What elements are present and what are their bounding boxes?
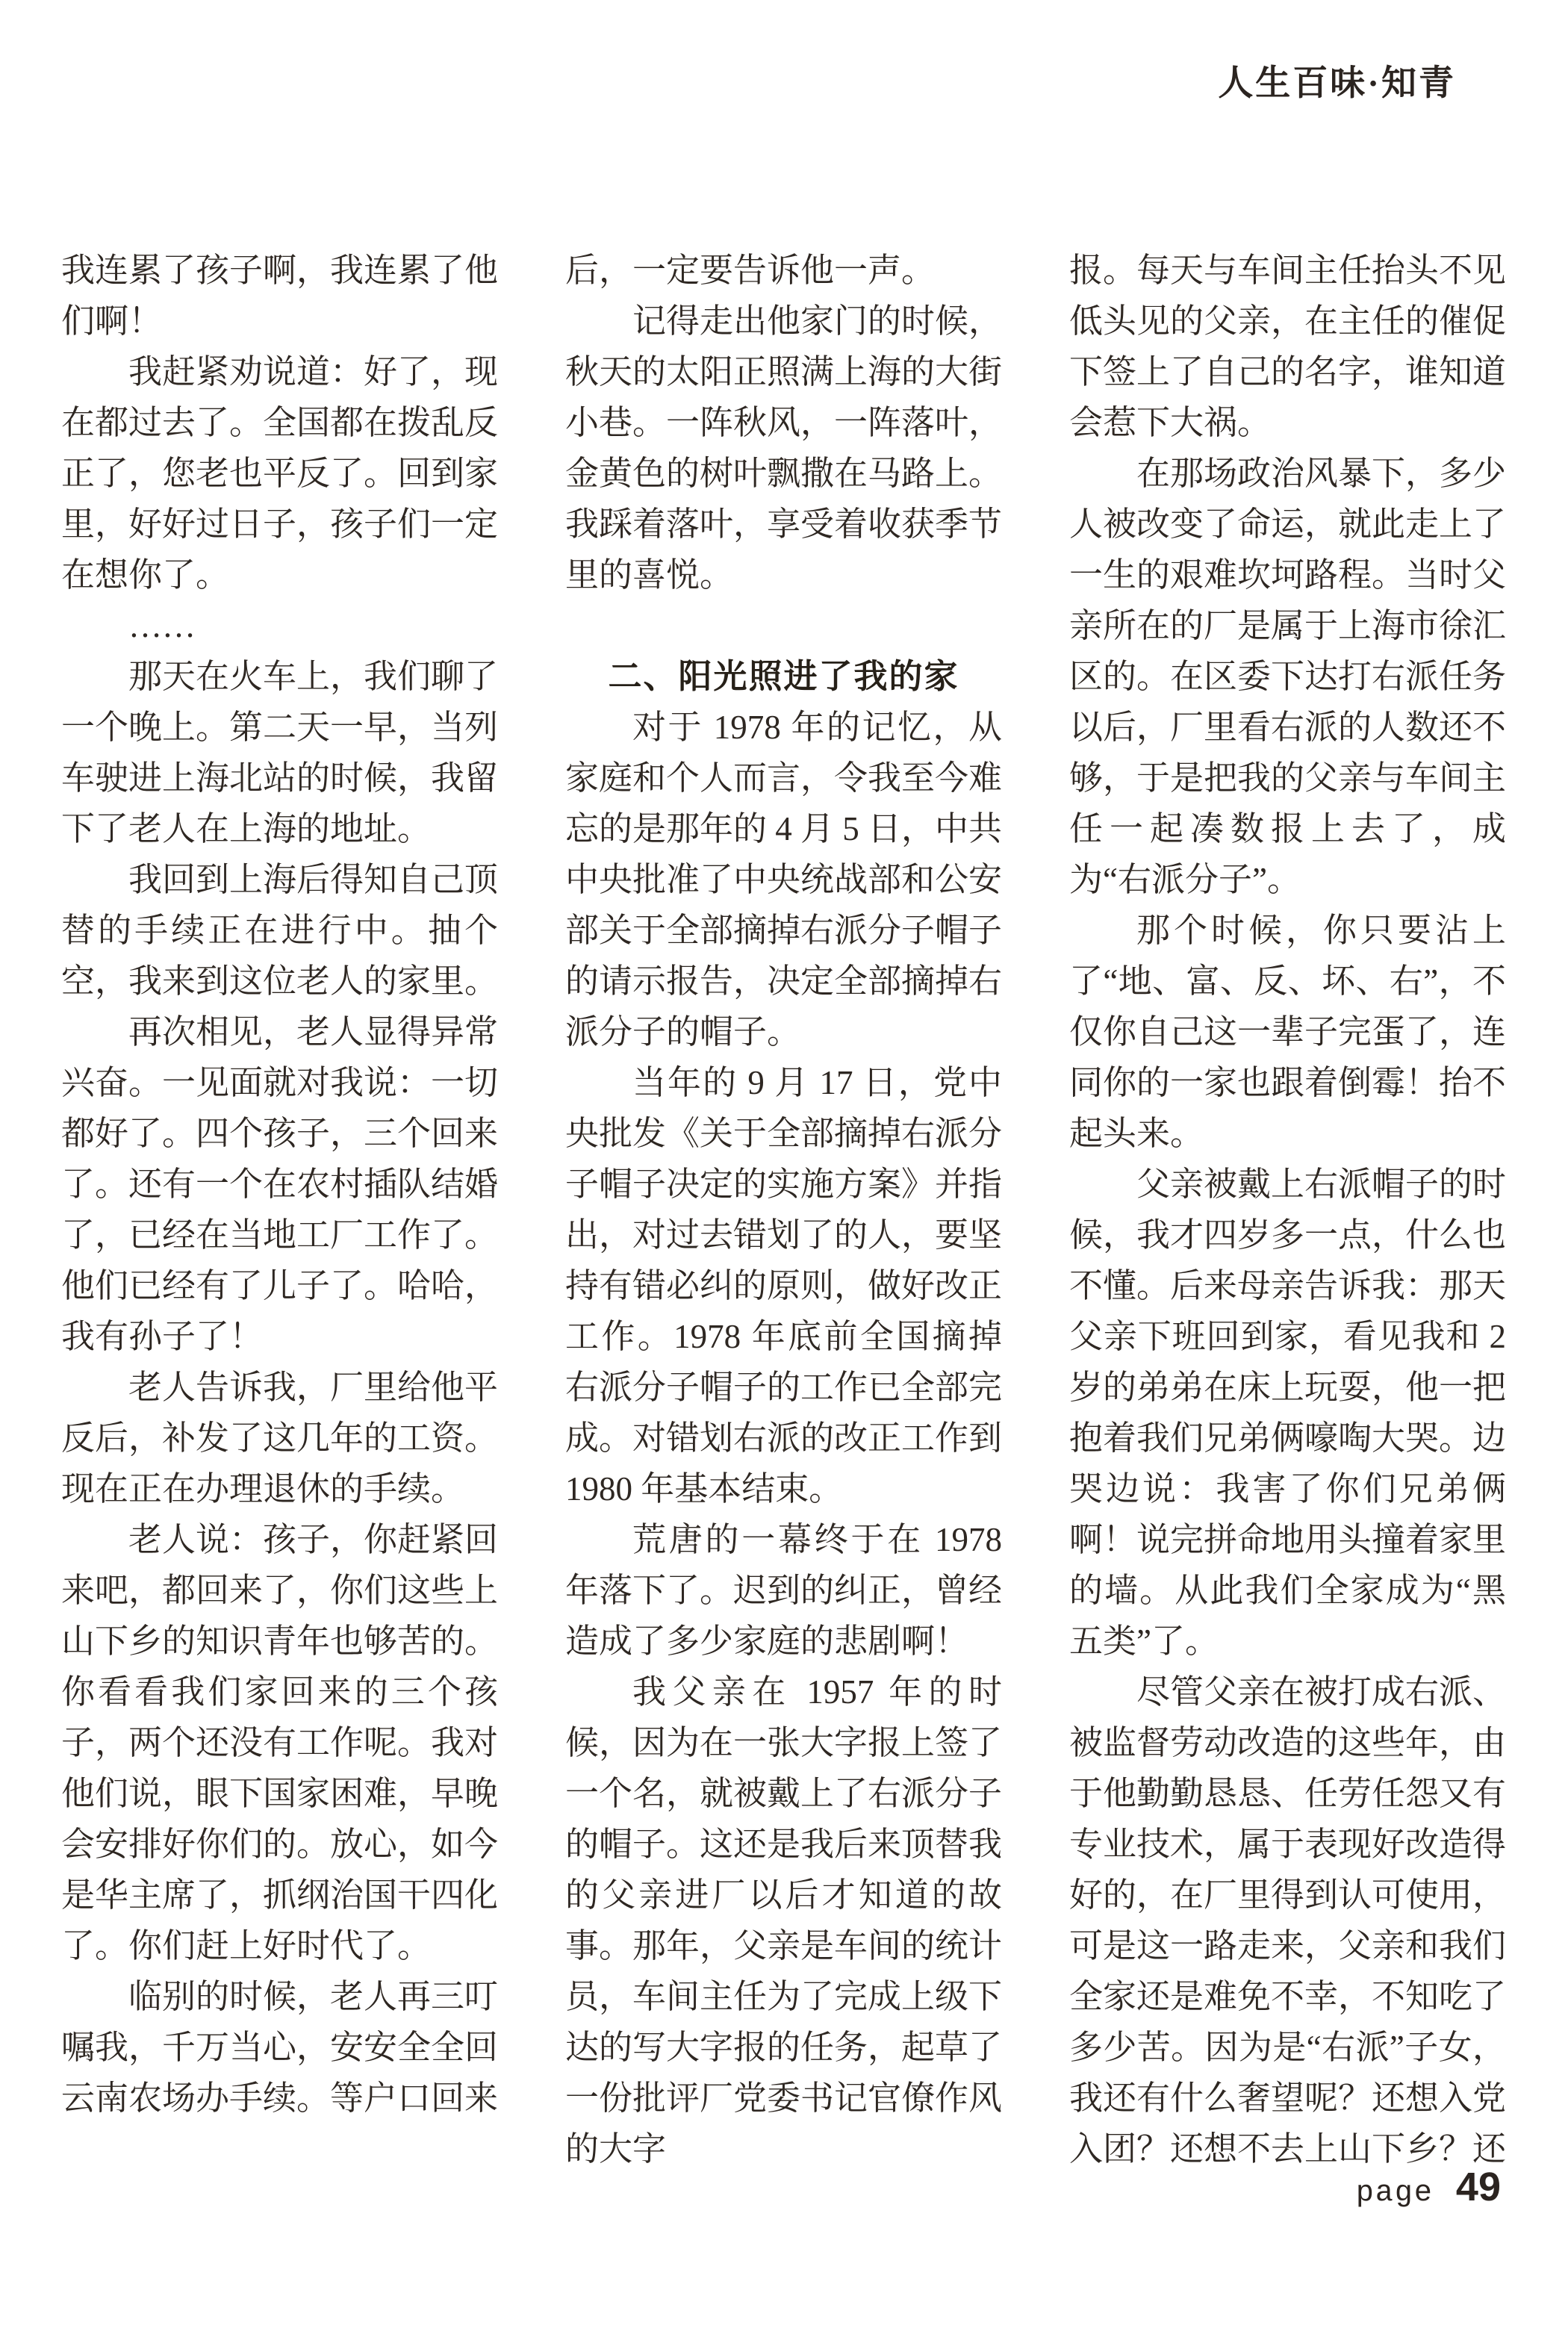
paragraph: 老人说：孩子，你赶紧回来吧，都回来了，你们这些上山下乡的知识青年也够苦的。你看看我们家回来的三个孩子，两个还没有工作呢。我对他们说，眼下国家困难，早晚会安排好你们的。放心，如今是华主席了，抓纲治国干四化了。你们赶上好时代了。: [61, 1521, 499, 1964]
paragraph: 荒唐的一幕终于在 1978 年落下了。迟到的纠正，曾经造成了多少家庭的悲剧啊！: [565, 1521, 1003, 1660]
paragraph: 那天在火车上，我们聊了一个晚上。第二天一早，当列车驶进上海北站的时候，我留下了老人在上海的地址。: [61, 658, 499, 847]
paragraph: 后，一定要告诉他一声。: [565, 252, 936, 289]
footer-page-label: page: [1355, 2177, 1434, 2210]
article-column-1: [61, 245, 498, 2124]
paragraph: 父亲被戴上右派帽子的时候，我才四岁多一点，什么也不懂。后来母亲告诉我：那天父亲下班回到家，看见我和 2 岁的弟弟在床上玩耍，他一把抱着我们兄弟俩嚎啕大哭。边哭边说：我害了你们兄弟俩啊！说完拼命地用头撞着家里的墙。从此我们全家成为“黑五类”了。: [1069, 1166, 1507, 1660]
paragraph: 再次相见，老人显得异常兴奋。一见面就对我说：一切都好了。四个孩子，三个回来了。还有一个在农村插队结婚了，已经在当地工厂工作了。他们已经有了儿子了。哈哈，我有孙子了！: [61, 1013, 499, 1355]
paragraph: 我回到上海后得知自己顶替的手续正在进行中。抽个空，我来到这位老人的家里。: [61, 861, 499, 1000]
article-column-2: [565, 245, 1002, 2174]
page-footer: [1356, 2164, 1501, 2210]
paragraph: 尽管父亲在被打成右派、被监督劳动改造的这些年，由于他勤勤恳恳、任劳任怨又有专业技术，属于表现好改造得好的，在厂里得到认可使用，可是这一路走来，父亲和我们全家还是难免不幸，不知吃了多少苦。因为是“右派”子女，我还有什么奢望呢？还想入党入团？还想不去上山下乡？还: [1069, 1673, 1507, 2168]
paragraph: 我父亲在 1957 年的时候，因为在一张大字报上签了一个名，就被戴上了右派分子的帽子。这还是我后来顶替我的父亲进厂以后才知道的故事。那年，父亲是车间的统计员，车间主任为了完成上级下达的写大字报的任务，起草了一份批评厂党委书记官僚作风的大字: [565, 1673, 1003, 2168]
paragraph: 那个时候，你只要沾上了“地、富、反、坏、右”，不仅你自己这一辈子完蛋了，连同你的一家也跟着倒霉！抬不起头来。: [1069, 912, 1507, 1152]
paragraph: 在那场政治风暴下，多少人被改变了命运，就此走上了一生的艰难坎坷路程。当时父亲所在的厂是属于上海市徐汇区的。在区委下达打右派任务以后，厂里看右派的人数还不够，于是把我的父亲与车间主任一起凑数报上去了，成为“右派分子”。: [1069, 455, 1507, 898]
paragraph: 对于 1978 年的记忆，从家庭和个人而言，令我至今难忘的是那年的 4 月 5 日，中共中央批准了中央统战部和公安部关于全部摘掉右派分子帽子的请示报告，决定全部摘掉右派分子的帽子。: [565, 709, 1003, 1051]
paragraph: 老人告诉我，厂里给他平反后，补发了这几年的工资。现在正在办理退休的手续。: [61, 1369, 499, 1508]
article-column-3: [1069, 245, 1506, 2174]
paragraph: 我赶紧劝说道：好了，现在都过去了。全国都在拨乱反正了，您老也平反了。回到家里，好好过日子，孩子们一定在想你了。: [61, 353, 499, 594]
paragraph: ……: [128, 607, 196, 644]
page-header: 人生百味·知青: [1218, 64, 1456, 103]
section-heading: 二、阳光照进了我的家: [608, 658, 959, 695]
paragraph: 当年的 9 月 17 日，党中央批发《关于全部摘掉右派分子帽子决定的实施方案》并指出，对过去错划了的人，要坚持有错必纠的原则，做好改正工作。1978 年底前全国摘掉右派分子帽子的工作已全部完成。对错划右派的改正工作到 1980 年基本结束。: [565, 1064, 1003, 1508]
paragraph: 临别的时候，老人再三叮嘱我，千万当心，安安全全回云南农场办手续。等户口回来: [61, 1978, 499, 2117]
paragraph: 记得走出他家门的时候，秋天的太阳正照满上海的大街小巷。一阵秋风，一阵落叶，金黄色的树叶飘撒在马路上。我踩着落叶，享受着收获季节里的喜悦。: [565, 302, 1003, 594]
paragraph: 我连累了孩子啊，我连累了他们啊！: [61, 252, 499, 340]
footer-page-number: 49: [1455, 2165, 1501, 2209]
paragraph: 报。每天与车间主任抬头不见低头见的父亲，在主任的催促下签上了自己的名字，谁知道会惹下大祸。: [1069, 252, 1507, 441]
